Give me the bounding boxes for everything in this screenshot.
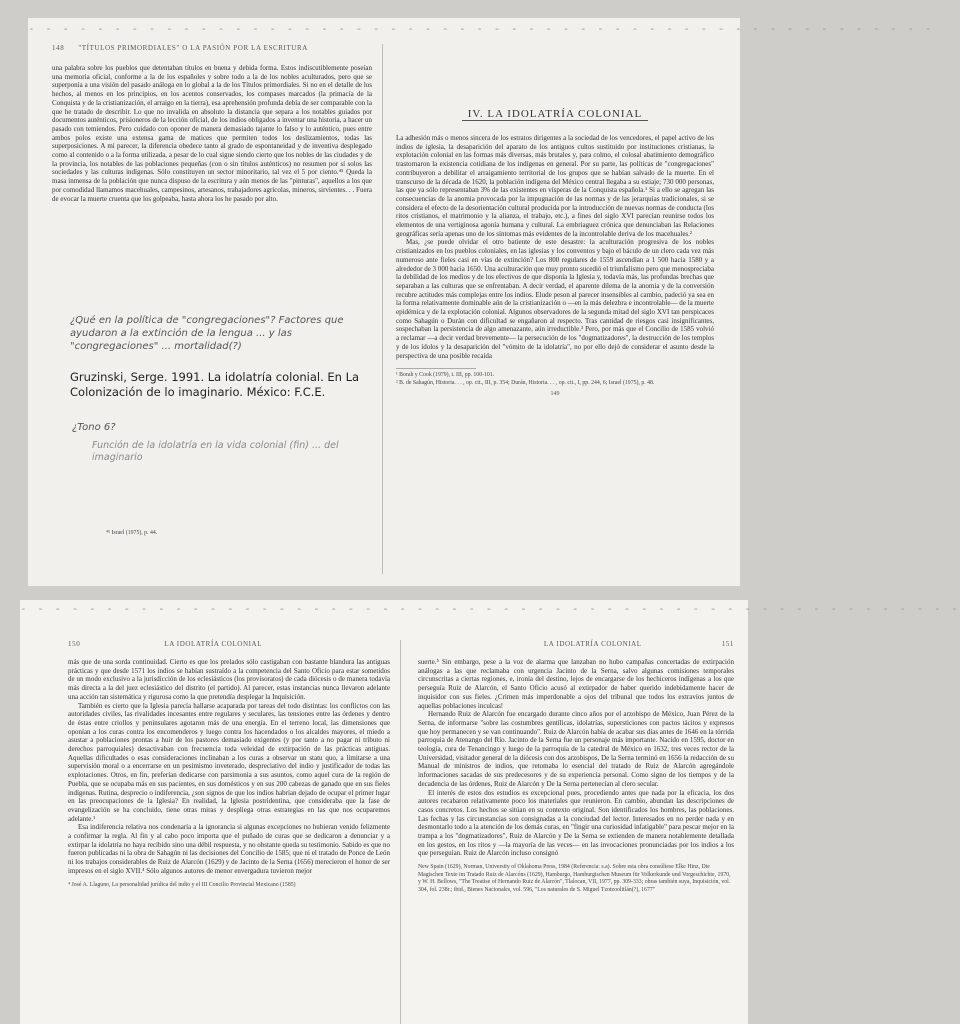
page-150: [68, 640, 401, 1024]
footnote: ⁴⁵ Israel (1975), p. 44.: [106, 530, 158, 536]
handwritten-question: ¿Tono 6?: [72, 422, 116, 433]
bibliographic-citation: Gruzinski, Serge. 1991. La idolatría colonial. En La Colonización de lo imaginario. México: F.C.E.: [70, 370, 360, 399]
body-text-148: [52, 64, 382, 203]
paragraph: una palabra sobre los pueblos que detentaban títulos en buena y debida forma. Estos indiscutiblemente poseían una memoria oficial, conforme a la de los españoles y sobre todo a la de los nobles aculturados, pero que se superponía a una visión del pasado análoga en lo global a la de los Títulos primordiales. Si no en el detalle de los hechos, al menos en los principios, en los acentos conservados, los compases marcados (la primacía de la Conquista y de la cristianización, el arraigo en la tierra), esa aprehensión profunda debía de ser comparable con la que he tratado de describir. Lo que no invalida en absoluto la distancia que separa a los notables guiados por documentos auténticos, prisioneros de la lección oficial, de los indios obligados a inventar una historia, a hacer un pasado con temiendos. Pero cuidado con oponer de manera demasiado tajante lo falso y lo auténtico, pues entre ambos polos existe una extensa gama de matices que permiten todos los deslizamientos, todas las superposiciones. A mi parecer, la diferencia obedece tanto al grado de espontaneidad y de inventiva desplegado como al contenido o a la forma utilizada, a pesar de lo cual sigue siendo cierto que los nobles de las ciudades y de la provincia, los notables de las poblaciones pequeñas (con o sin títulos auténticos) no resumen por sí solos las sociedades y las culturas indígenas. Sólo constituyen un sector minoritario, tal vez el 5 por ciento.⁴⁵ Queda la masa inmensa de la población que nunca dispuso de la escritura y aún menos de las "pinturas", aquellos a los que por comodidad llamamos macehuales, campesinos, artesanos, trabajadores agrícolas, mineros, sirvientes. . . Fuera de evocar la muerte cruenta que los golpeaba, hasta ahora los he pasado por alto.: [52, 64, 372, 203]
paragraph: suerte.⁵ Sin embargo, pese a la voz de alarma que lanzaban no hubo campañas concertadas de extirpación análogas a las que reclamaba con urgencia Jacinto de la Serna, salvo algunas comisiones temporales circunscritas a ciertas regiones, e, ironía del destino, lejos de encargarse de los hechiceros indígenas a los que perseguía Ruiz de Alarcón, el Santo Oficio acusó al extirpador de haber querido indebidamente hacer de inquisidor con sus fieles. ¿Crimen más imperdonable a ojos del tribunal que todos los extravíos juntos de aquellas poblaciones inculcas!: [418, 658, 734, 710]
body-text-149: [396, 134, 714, 360]
page-number: 149: [550, 391, 560, 398]
paragraph: Mas, ¿se puede olvidar el otro batiente de este desastre: la aculturación progresiva de los nobles cristianizados en los pueblos coloniales, en las iglesias y los conventos y bajo el báculo de un clero cada vez más numeroso ante fieles casi en vías de extinción? Los 800 regulares de 1559 ascendían a 1 500 hacia 1580 y a alrededor de 3 000 hacia 1650. Una aculturación que muy pronto sucedió el triunfalismo pero que menospreciaba la debilidad de los medios y de los efectivos de que disponía la Iglesia y, todavía más, las profundas brechas que separaban a las culturas que se enfrentaban. A decir verdad, el aparente dilema de la anomia y de la conversión recubre actitudes más complejas entre los indios. Elude peson al parecer insensibles al cambio, padeció ya sea en la forma relativamente dominable aún de la cristianización o —en la más delezbra e incontrolable— de la muerte epidémica y de la explotación colonial. Algunos observadores de la segunda mitad del siglo XVI tan perspicaces como Sahagún o Durán con dificultad se engañaron al respecto. Tras cantidad de riesgos casi insignificantes, sospechaban la persistencia de algo amenazante, aún irreductible.³ Pero, por más que el Concilio de 1585 volvió a reclamar —a decir verdad brevemente— la persecución de los "dogmatizadores", la destrucción de los templos y de los ídolos y la desaparición del "vómito de la idolatría", no por ello dejó de considerar el asunto desde la perspectiva de una posible recaída: [396, 238, 714, 360]
top-page-spread: [28, 18, 934, 586]
handwritten-note-faint: Función de la idolatría en la vida colonial (fin) ... del imaginario: [92, 440, 339, 463]
running-head-148: 148 "TÍTULOS PRIMORDIALES" O LA PASIÓN POR LA ESCRITURA: [52, 44, 308, 52]
paragraph: El interés de estos dos estudios es excepcional pues, procediendo antes que nada por la eficacia, los dos autores recabaron relativamente poco los materiales que reunieron. En cambio, abundan las descripciones de casos concretos. Los hechos se sitúan en su contexto original. Son identificados los hombres, las poblaciones. Las fechas y las circunstancias son consignadas a la conciudad del lector. Interesados en no perder nada y en desmontarlo todo a la atención de los demás curas, en "fingir una curiosidad infatigable" para pescar mejor en la trampa a los "dogmatizadores", Ruiz de Alarcón y De la Serna se extienden de manera notablemente detallada en los gestos, en los ritos y —la mayoría de las veces— en las invocaciones pronunciadas por los indios a los que perseguían. Ruiz de Alarcón incluso consignó: [418, 788, 734, 858]
paragraph: Esa indiferencia relativa nos condenaría a la ignorancia si algunas excepciones no hubieran venido felizmente a confirmar la regla. Al fin y al cabo poco importa que el puñado de curas que se dedicaron a denunciar y a extirpar la idolatría no haya recibido sino una débil respuesta, y no obstante queda su testimonio. Sabido es que no fueron publicadas ni la obra de Sahagún ni las decisiones del Concilio de 1585; que ni el tratado de Ponce de León ni los trabajos considerables de Ruiz de Alarcón (1629) y de Jacinto de la Serna (1656) merecieron el honor de ser impresos en el siglo XVII.⁴ Sólo algunos autores de menor envergadura tuvieron mejor: [68, 823, 390, 875]
bottom-page-spread: [20, 600, 960, 1024]
running-head-151: LA IDOLATRÍA COLONIAL 151: [543, 640, 734, 648]
binder-perforation-top: - - - - - - - - - - - - - - - - - - - - - - - - - - - - - - - - - - - - - - - - - - - - - - - - - - - - -: [28, 22, 934, 35]
page-151: [418, 640, 734, 1024]
body-text-151: [418, 658, 734, 858]
footnote: New Spain (1629), Norman, University of Oklahoma Press, 1984 (Referencia: s.a). Sobre esta obra consúltese Elke Hinz, Die Magischen Texte im Tratado Ruiz de Alarcóns (1629), Hamburgo, Hamburgischen Museum für Volkerkunde und Vorgeschichte, 1970, y W. H. Bellows, "The Treatise of Hernando Ruiz de Alarcón", Tlalocan, VII, 1977, pp. 309-333; obras también suya, Inquisición, vol. 304, fol. 238r.; ibid., Bienes Nacionales, vol. 596, "Los naturales de S. Miguel Tzotzoolitlán(?), 1677": [418, 864, 731, 893]
footnote-rule: [396, 368, 476, 369]
paragraph: Hernando Ruiz de Alarcón fue encargado durante cinco años por el arzobispo de México, Juan Pérez de la Serna, de informarse "sobre las costumbres gentílicas, idolatrías, supersticiones con pactos tácitos y expresos que hoy permanecen y se van continuando". Ruiz de Alarcón había de acabar sus días antes de 1646 en la tórrida parroquia de Atenango del Río. Jacinto de la Serna fue un personaje más importante. Nacido en 1595, doctor en teología, cura de Tenancingo y luego de la parroquia de la catedral de México en 1632, tres veces rector de la Universidad, visitador general de la diócesis con dos arzobispos, De la Serna terminó en 1656 la redacción de su Manual de ministros de indios, que retomaba lo esencial del tratado de Ruiz de Alarcón agregándole informaciones sacadas de sus predecesores y de su experiencia personal. Como signo de los tiempos y de la decadencia de las órdenes, Ruiz de Alarcón y De la Serna pertenecían al clero secular.: [418, 710, 734, 788]
page-148: [52, 44, 383, 574]
binder-perforation-bottom: - - - - - - - - - - - - - - - - - - - - - - - - - - - - - - - - - - - - - - - - - - - - - - - - - - - - - - -: [20, 602, 960, 615]
handwritten-note: ¿Qué en la política de "congregaciones"? Factores que ayudaron a la extinción de la lengua ... y las "congregaciones" ... mortalidad(?): [70, 315, 344, 352]
page-149: [396, 44, 714, 574]
chapter-title: IV. LA IDOLATRÍA COLONIAL: [396, 108, 714, 120]
footnote: ¹ Borah y Cook (1979), t. III, pp. 100-101.: [396, 372, 495, 379]
paragraph: También es cierto que la Iglesia parecía hallarse acaparada por tareas del todo distintas: los conflictos con las autoridades civiles, las rivalidades incesantes entre regulares y seculares, las tensiones entre las órdenes y dentro de éstas entre criollos y peninsulares agotaron más de una energía. En el terreno local, las dimensiones que oponían a los curas contra los encomenderos y luego contra los hacendados o los alcaldes mayores, el miedo a asustar a poblaciones prontas a huir de los pastores demasiado exigentes (y por tanto a no pagar ni tributo ni derechos parroquiales) desactivaban con frecuencia toda veleidad de extirpación de las prácticas antiguas. Aquellas dificultades o esas consideraciones inclinaban a los curas a observar un statu quo, a limitarse a una supervisión moral o a encerrarse en un pesimismo inveterado, despreciativo del indio y justificador de todas las explotaciones. Otros, en fin, preferían dedicarse con parsimonia a sus asuntos, como aquel cura de la región de Puebla, que se ocupaba más en sus pacientes, en sus domésticos y en sus 200 cabezas de ganado que en sus fieles indígenas. Rutina, desprecio o indiferencia, ¿son signos de que los indios habrían dejado de ocupar el primer lugar en las preocupaciones de la Iglesia? En realidad, la Iglesia postridentina, que consideraba que la fase de evangelización se ha concluido, tiene otras miras y despliega otras estrategias en las que nos ocuparemos adelante.¹: [68, 701, 390, 823]
footnote: ⁴ José A. Llaguno, La personalidad jurídica del indio y el III Concilio Provincial Mexicano (1585): [68, 881, 296, 888]
body-text-150: [68, 658, 400, 876]
paragraph: más que de una sorda continuidad. Cierto es que los prelados sólo castigaban con bastante blandura las antiguas prácticas y que desde 1571 los indios se habían sustraído a la competencia del Santo Oficio para estar sometidos de un modo exclusivo a la jurisdicción de los eclesiásticos (los provisoratos) de cada diócesis o de manera todavía más directa a la del juez eclesiástico del distrito (el partido). Al parecer, estas instancias nunca llevaron adelante una acción tan sistemática y rigurosa como la que pretendía desplegar la Inquisición.: [68, 658, 390, 701]
footnote: ² B. de Sahagún, Historia. . . , op. cit., III, p. 354; Durán, Historia. . . , op. cit., I, pp. 244, 6; Israel (1975), p. 48.: [396, 379, 655, 386]
paragraph: La adhesión más o menos sincera de los estratos dirigentes a la sociedad de los vencedores, el papel activo de los indios de iglesia, la desaparición del aparato de los antiguos cultos sustituido por instituciones cristianas, la explotación colonial en las formas más diversas, más brutales y, para colmo, el colosal abatimiento demográfico trastornaron la existencia cotidiana de los indígenas en general. Por su parte, las políticas de "congregaciones" contribuyeron a debilitar el arraigamiento territorial de los grupos que se habían salvado de la muerte. En el transcurso de la década de 1620, la población indígena del México central llegaba a su estiaje; 730 000 personas, las que ya sólo representaban 3% de las existentes en vísperas de la Conquista española.¹ Si a ello se agregan las consecuencias de la anomia provocada por la impugnación de las normas y de las jerarquías tradicionales, si se considera el efecto de la desorientación cultural producida por la introducción de nuevas normas de conducta (los ritos cristianos, el matrimonio y la alianza, el trabajo, etc.), a fines del siglo XVI parecían reunirse todos los elementos de una vertiginosa agonía humana y cultural. La embriaguez crónica que denunciaban las Relaciones geográficas sería apenas uno de los síntomas más evidentes de la incontrolable deriva de los macehuales.²: [396, 134, 714, 238]
running-head-150: 150 LA IDOLATRÍA COLONIAL: [68, 640, 263, 648]
